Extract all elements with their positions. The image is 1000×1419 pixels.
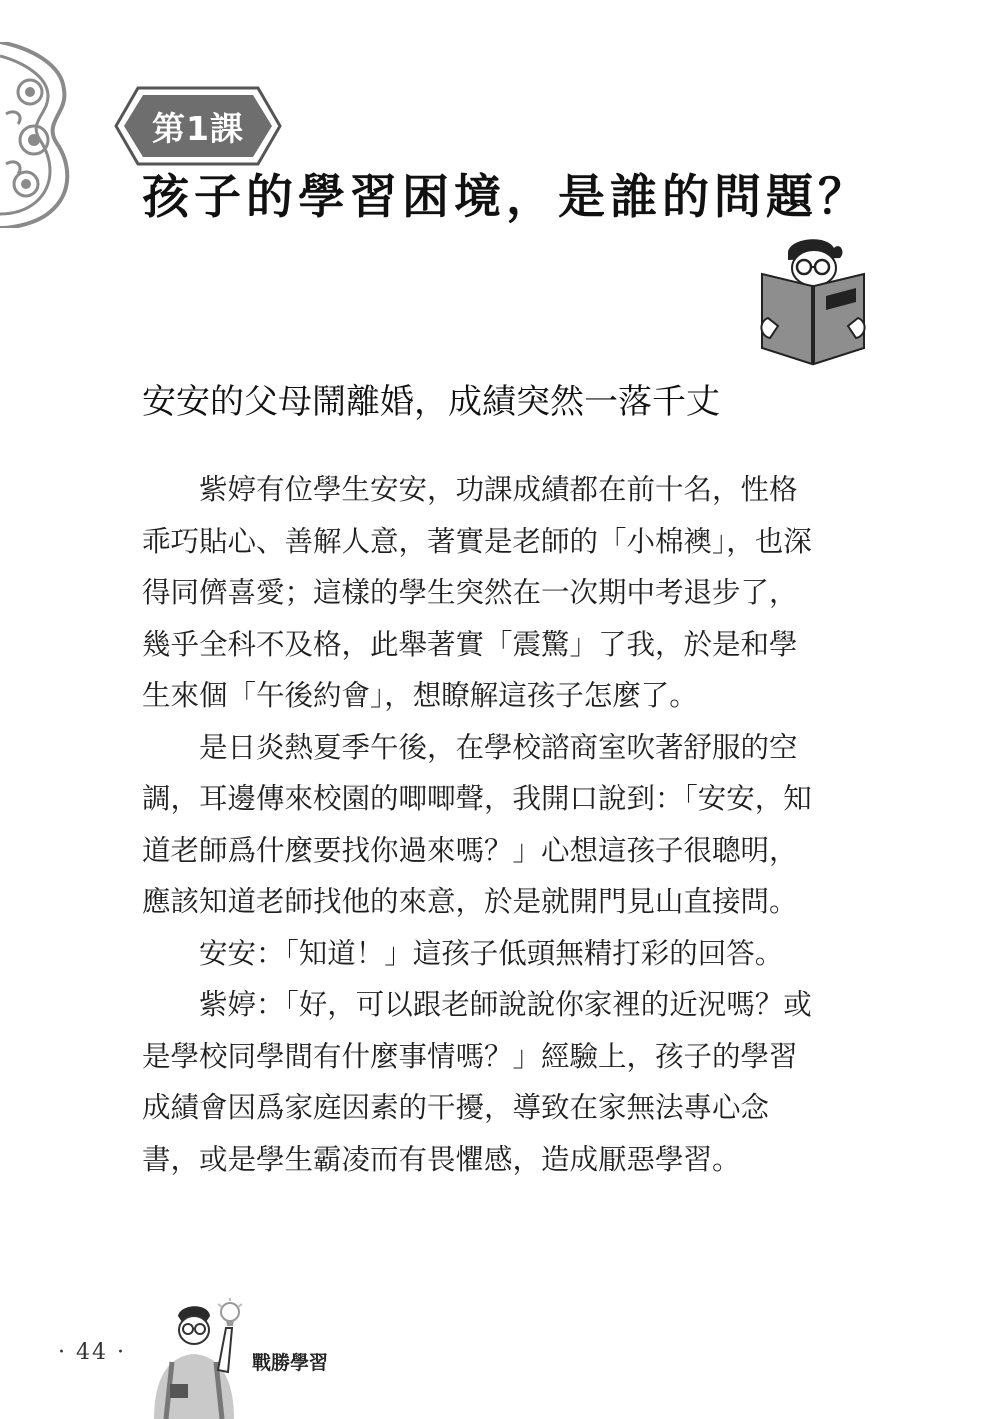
section-title: 安安的父母鬧離婚，成績突然一落千丈 [142, 382, 720, 422]
chapter-title: 孩子的學習困境，是誰的問題？ [142, 170, 870, 225]
paragraph: 是日炎熱夏季午後，在學校諮商室吹著舒服的空調，耳邊傳來校園的唧唧聲，我開口說到：「安安，知道老師爲什麼要找你過來嗎？」心想這孩子很聰明，應該知道老師找他的來意，於是就開門見山直接問。 [142, 730, 812, 918]
book-title: 戰勝學習 [252, 1352, 329, 1374]
paragraph: 安安：「知道！」這孩子低頭無精打彩的回答。 [199, 936, 784, 970]
lesson-label: 第1課 [152, 108, 244, 148]
page-number: · 44 · [58, 1340, 126, 1365]
student-lightbulb-icon [148, 1298, 248, 1419]
paragraph: 紫婷有位學生安安，功課成績都在前十名，性格乖巧貼心、善解人意，著實是老師的「小棉襖」，也深得同儕喜愛；這樣的學生突然在一次期中考退步了，幾乎全科不及格，此舉著實「震驚」了我，於是和學生來個「午後約會」，想瞭解這孩子怎麼了。 [142, 473, 812, 712]
ornament-icon [0, 42, 78, 228]
reading-person-icon [754, 234, 872, 368]
body-text [142, 464, 822, 1185]
paragraph: 紫婷：「好，可以跟老師說說你家裡的近況嗎？或是學校同學間有什麼事情嗎？」經驗上，孩子的學習成績會因爲家庭因素的干擾，導致在家無法專心念書，或是學生霸凌而有畏懼感，造成厭惡學習。 [142, 988, 812, 1176]
